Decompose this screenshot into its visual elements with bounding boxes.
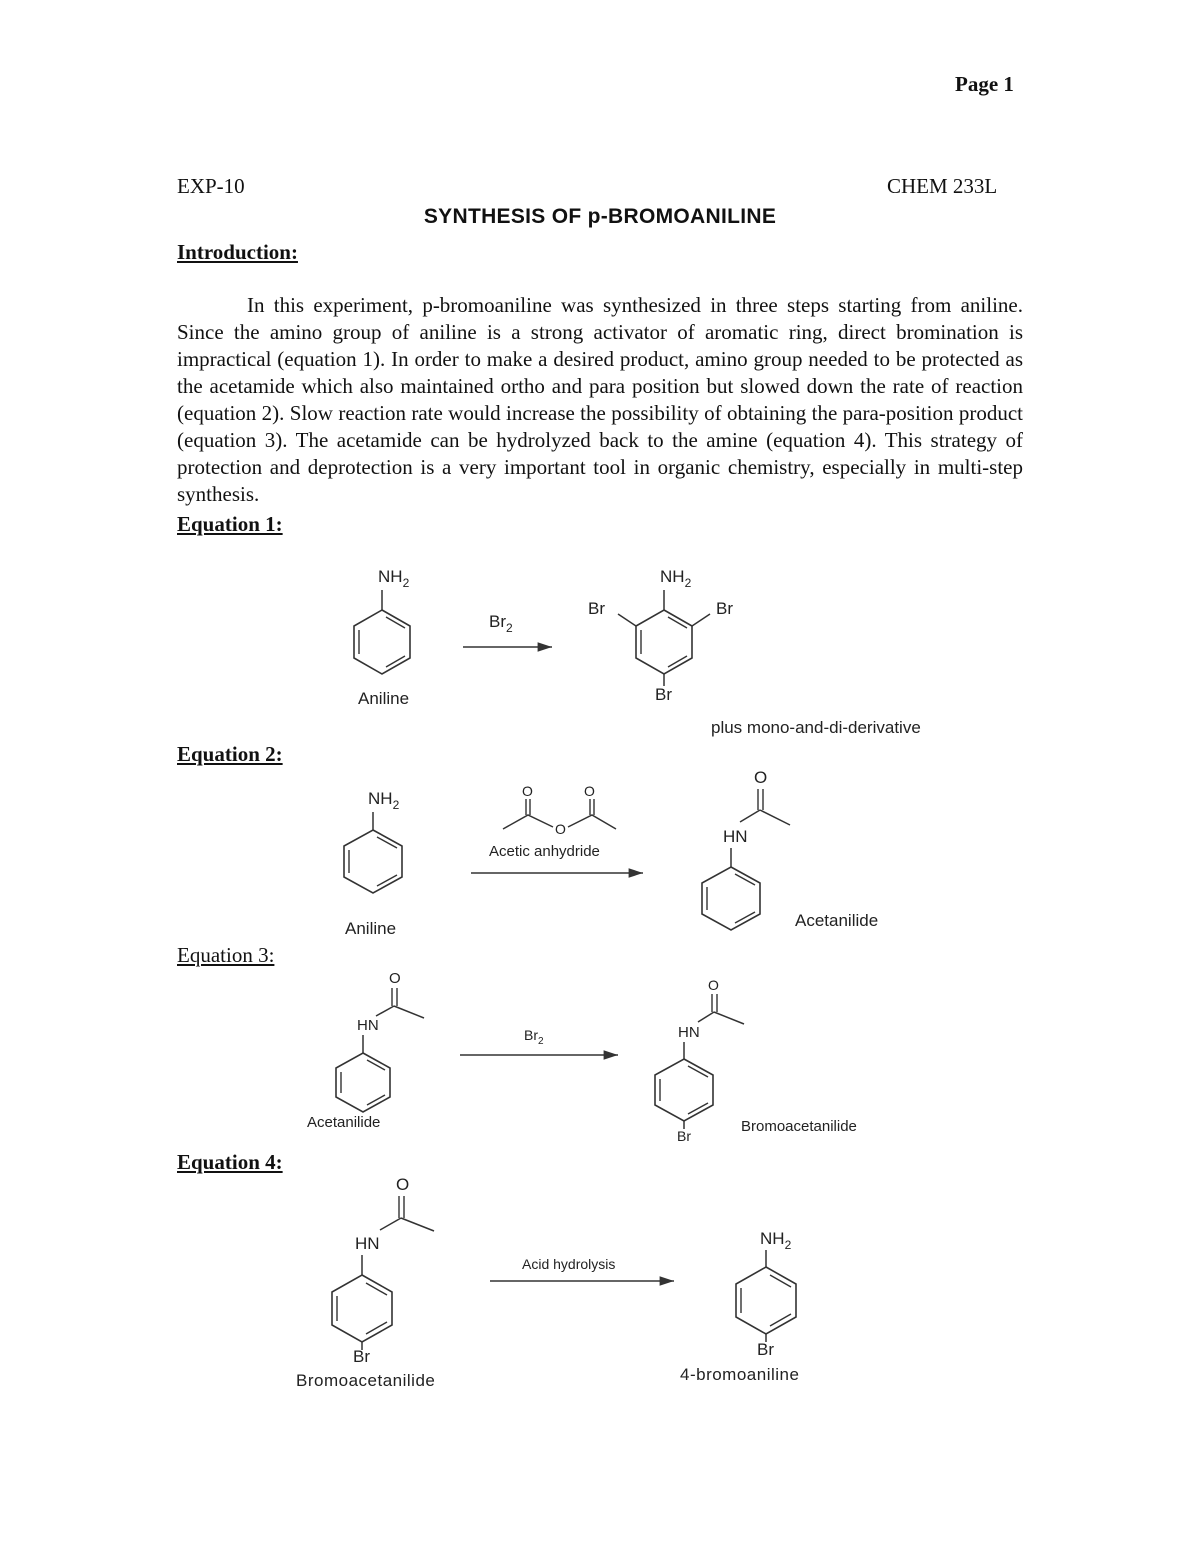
eq2-product-oxygen: O [754,768,768,787]
eq2-product-group: HN [723,827,748,846]
eq4-reactant-oxygen: O [396,1175,410,1194]
eq3-product-group: HN [678,1024,700,1041]
equation-4-scheme [296,1175,799,1390]
eq1-reactant-amine-label: $NH_2$ [378,567,410,590]
eq4-reactant-group: HN [355,1234,380,1253]
eq3-reactant-name: Acetanilide [307,1114,381,1131]
equation-3-scheme [307,970,857,1144]
eq4-product-amine-label: $NH_2$ [760,1229,792,1252]
experiment-code: EXP-10 [177,174,245,198]
equation-3-heading: Equation 3: [177,943,275,967]
eq4-reagent: Acid hydrolysis [522,1256,616,1272]
eq2-reactant-amine-label: $NH_2$ [368,789,400,812]
benzene-ring [332,1275,392,1342]
equation-4-heading: Equation 4: [177,1150,283,1174]
eq2-product-name: Acetanilide [795,911,879,930]
eq1-reactant-name: Aniline [358,689,410,708]
eq2-reactant-name: Aniline [345,919,397,938]
course-code: CHEM 233L [887,174,998,198]
eq1-substituent-left: Br [588,599,605,618]
eq3-product-oxygen: O [708,977,719,993]
eq4-product-substituent: Br [757,1340,774,1359]
eq1-product-amine-label: $NH_2$ [660,567,692,590]
benzene-ring [655,1059,713,1121]
eq3-product-name: Bromoacetanilide [741,1118,857,1135]
eq4-reactant-name: Bromoacetanilide [296,1371,436,1390]
benzene-ring [736,1267,796,1334]
acetyl-group [380,1196,434,1231]
equation-2-heading: Equation 2: [177,742,283,766]
eq4-product-name: 4-bromoaniline [680,1365,800,1384]
page-number: Page 1 [955,72,1014,96]
eq1-substituent-right: Br [716,599,733,618]
eq2-reagent-name: Acetic anhydride [489,843,600,860]
eq3-reactant-group: HN [357,1017,379,1034]
introduction-heading: Introduction: [177,240,298,264]
acetyl-group [698,994,744,1024]
benzene-ring [636,610,692,674]
eq3-reactant-oxygen: O [389,970,401,987]
benzene-ring [336,1053,390,1112]
benzene-ring [354,610,410,674]
acetyl-group [740,789,790,825]
eq4-reactant-substituent: Br [353,1347,370,1366]
eq3-product-substituent: Br [677,1128,691,1144]
eq1-reagent: $Br_2$ [489,612,513,635]
introduction-paragraph: In this experiment, p-bromoaniline was synthesized in three steps starting from aniline. Since the amino group of aniline is a strong activator of aromatic ring, direct bromination is impractical (equation 1). In order to make a desired product, amino group needed to be protected as the acetamide which also maintained ortho and para position but slowed down the rate of reaction (equation 2). Slow reaction rate would increase the possibility of obtaining the para-position product (equation 3). The acetamide can be hydrolyzed back to the amine (equation 4). This strategy of protection and deprotection is a very important tool in organic chemistry, especially in multi-step synthesis. [177,293,1023,506]
acetyl-group [376,988,424,1018]
document-title: SYNTHESIS OF p-BROMOANILINE [423,205,777,228]
eq1-note: plus mono-and-di-derivative [711,718,921,737]
equation-1-heading: Equation 1: [177,512,283,536]
eq1-substituent-bottom: Br [655,685,672,704]
eq2-reagent-oxygen-2: O [584,783,595,799]
equation-1-scheme [354,567,921,737]
eq3-reagent: $Br_2$ [524,1027,544,1047]
benzene-ring [702,867,760,930]
eq2-reagent-oxygen-1: O [522,783,533,799]
equation-2-scheme [344,768,878,938]
benzene-ring [344,830,402,893]
eq2-reagent-oxygen-3: O [555,821,566,837]
